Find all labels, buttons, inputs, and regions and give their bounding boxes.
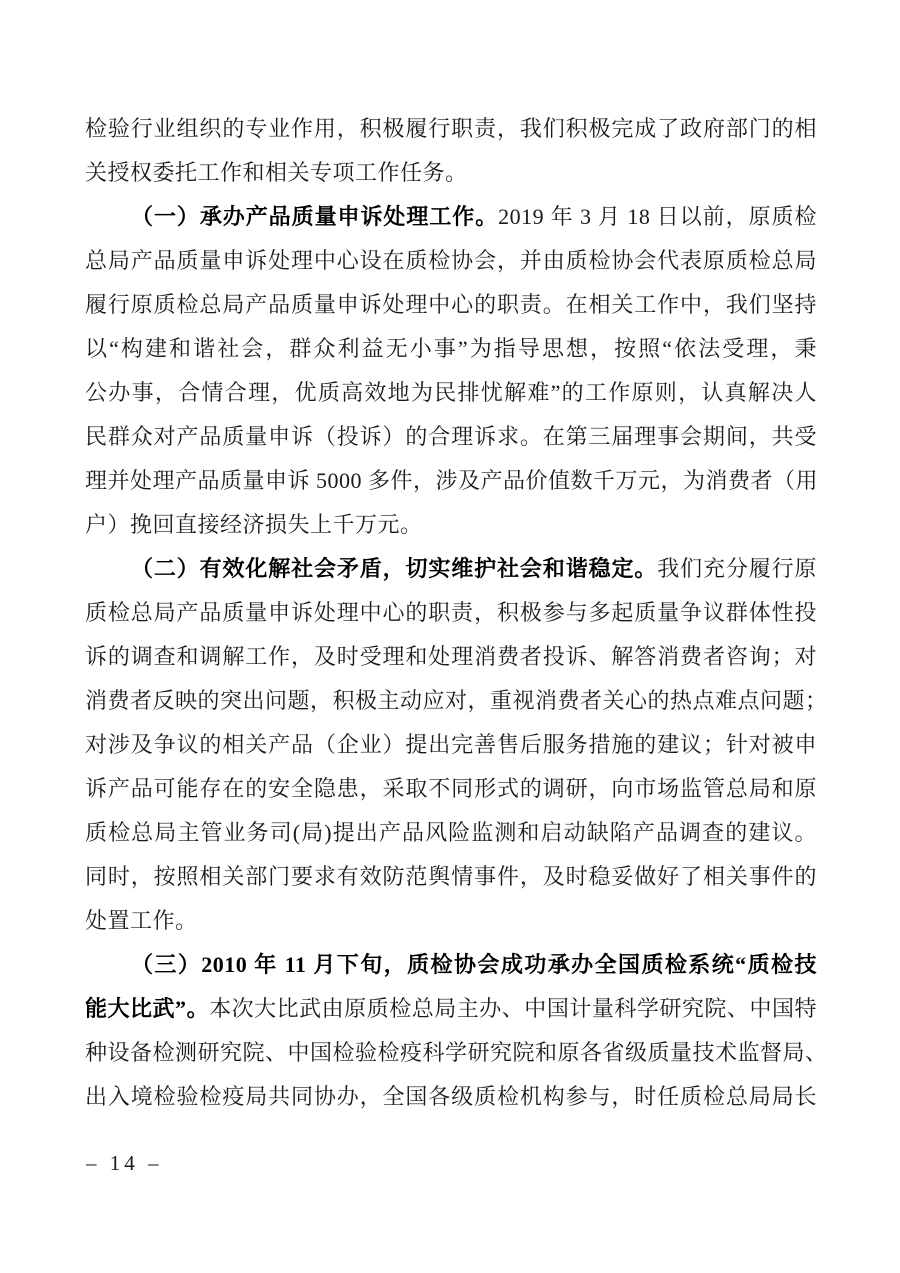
text-segment: 总局产品质量申诉处理中心设在质检协会，并由质检协会代表原质检总局 <box>85 248 817 273</box>
text-segment: 2019 年 3 月 18 日以前，原质检 <box>498 204 817 229</box>
text-line <box>85 943 817 987</box>
text-line <box>85 987 817 1031</box>
text-segment: 理并处理产品质量申诉 5000 多件，涉及产品价值数千万元，为消费者（用 <box>85 468 819 493</box>
text-segment: 出入境检验检疫局共同协办，全国各级质检机构参与，时任质检总局局长 <box>85 1084 817 1109</box>
text-line <box>85 723 817 767</box>
text-segment: 诉产品可能存在的安全隐患，采取不同形式的调研，向市场监管总局和原 <box>85 776 817 801</box>
text-line <box>85 371 817 415</box>
text-segment: 同时，按照相关部门要求有效防范舆情事件，及时稳妥做好了相关事件的 <box>85 864 817 889</box>
text-segment: 公办事，合情合理，优质高效地为民排忧解难”的工作原则，认真解决人 <box>85 380 817 405</box>
text-line <box>85 855 817 899</box>
text-line <box>85 195 817 239</box>
text-segment: 检验行业组织的专业作用，积极履行职责，我们积极完成了政府部门的相 <box>85 116 817 141</box>
text-segment: 关授权委托工作和相关专项工作任务。 <box>85 160 468 185</box>
text-line <box>85 1075 817 1119</box>
bold-text-segment: （三）2010 年 11 月下旬，质检协会成功承办全国质检系统“质检技 <box>131 952 817 977</box>
text-line <box>85 811 817 855</box>
text-segment: 诉的调查和调解工作，及时受理和处理消费者投诉、解答消费者咨询；对 <box>85 644 817 669</box>
page-number: – 14 – <box>86 1151 163 1175</box>
text-segment: 本次大比武由原质检总局主办、中国计量科学研究院、中国特 <box>209 996 817 1021</box>
text-line <box>85 415 817 459</box>
text-segment: 质检总局产品质量申诉处理中心的职责，积极参与多起质量争议群体性投 <box>85 600 817 625</box>
bold-text-segment: 能大比武”。 <box>85 996 210 1021</box>
text-line <box>85 459 817 503</box>
text-segment: 我们充分履行原 <box>657 556 817 581</box>
text-line <box>85 1031 828 1075</box>
bold-text-segment: （一）承办产品质量申诉处理工作。 <box>131 204 499 229</box>
text-line <box>85 283 817 327</box>
text-segment: 以“构建和谐社会，群众利益无小事”为指导思想，按照“依法受理，秉 <box>85 336 817 361</box>
text-segment: 户）挽回直接经济损失上千万元。 <box>85 512 423 537</box>
text-line <box>85 591 817 635</box>
text-segment: 对涉及争议的相关产品（企业）提出完善售后服务措施的建议；针对被申 <box>85 732 817 757</box>
text-line <box>85 767 817 811</box>
text-line <box>85 635 817 679</box>
text-line <box>85 151 817 195</box>
text-line <box>85 327 817 371</box>
bold-text-segment: （二）有效化解社会矛盾，切实维护社会和谐稳定。 <box>131 556 658 581</box>
text-segment: 民群众对产品质量申诉（投诉）的合理诉求。在第三届理事会期间，共受 <box>85 424 817 449</box>
text-line <box>85 899 817 943</box>
document-body <box>85 107 828 1119</box>
text-line <box>85 503 817 547</box>
text-segment: 消费者反映的突出问题，积极主动应对，重视消费者关心的热点难点问题； <box>85 688 828 713</box>
text-line <box>85 679 828 723</box>
text-segment: 处置工作。 <box>85 908 198 933</box>
text-segment: 质检总局主管业务司(局)提出产品风险监测和启动缺陷产品调查的建议。 <box>85 820 817 845</box>
text-line <box>85 239 817 283</box>
text-segment: 履行原质检总局产品质量申诉处理中心的职责。在相关工作中，我们坚持 <box>85 292 817 317</box>
text-line <box>85 547 817 591</box>
text-segment: 种设备检测研究院、中国检验检疫科学研究院和原各省级质量技术监督局、 <box>85 1040 828 1065</box>
text-line <box>85 107 817 151</box>
